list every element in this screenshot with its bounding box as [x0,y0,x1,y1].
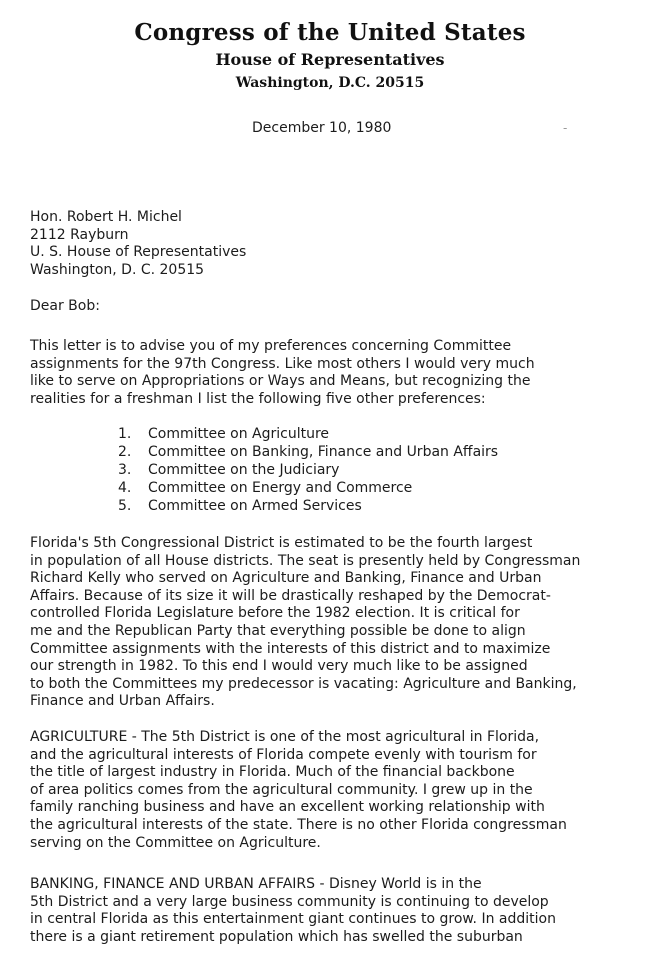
letterhead [0,18,660,94]
text-line: AGRICULTURE - The 5th District is one of the most agricultural in Florida, [30,729,540,745]
text-line: serving on the Committee on Agriculture. [30,834,321,851]
paragraph-district [30,535,646,711]
recipient-address [30,209,646,279]
list-text: Committee on Banking, Finance and Urban Affairs [148,444,499,460]
text-line: in central Florida as this entertainment giant continues to grow. In addition [30,911,556,928]
letterhead-house: House of Representatives [215,50,445,69]
list-item [118,479,498,497]
salutation: Dear Bob: [30,298,100,314]
letter-date: December 10, 1980 [252,120,392,136]
text-line: Finance and Urban Affairs. [30,693,215,710]
text-line: the agricultural interests of the state. There is no other Florida congressman [30,816,567,833]
text-line: our strength in 1982. To this end I would very much like to be assigned [30,658,528,675]
text-line: the title of largest industry in Florida. Much of the financial backbone [30,764,515,781]
list-number: 2. [118,444,132,460]
stray-mark: - [563,121,568,135]
list-text: Committee on Armed Services [148,498,362,514]
text-line: assignments for the 97th Congress. Like most others I would very much [30,355,535,372]
text-line: 5th District and a very large business community is continuing to develop [30,893,549,910]
list-item [118,497,498,515]
text-line: BANKING, FINANCE AND URBAN AFFAIRS - Disney World is in the [30,876,482,892]
list-item [118,461,498,479]
text-line: me and the Republican Party that everything possible be done to align [30,622,526,639]
text-line: there is a giant retirement population which has swelled the suburban [30,928,523,945]
list-item [118,443,498,461]
text-line: Florida's 5th Congressional District is estimated to be the fourth largest [30,535,533,551]
address-line: 2112 Rayburn [30,226,129,243]
address-line: Washington, D. C. 20515 [30,261,205,278]
paragraph-intro [30,338,646,408]
paragraph-agriculture [30,729,646,852]
text-line: Committee assignments with the interests of this district and to maximize [30,640,551,657]
preferences-list [118,425,498,515]
list-number: 1. [118,426,132,442]
list-text: Committee on the Judiciary [148,462,340,478]
list-number: 4. [118,480,132,496]
list-number: 5. [118,498,132,514]
list-item [118,425,498,443]
text-line: like to serve on Appropriations or Ways and Means, but recognizing the [30,373,531,390]
text-line: of area politics comes from the agricultural community. I grew up in the [30,781,533,798]
text-line: controlled Florida Legislature before the 1982 election. It is critical for [30,605,520,622]
paragraph-banking [30,876,646,946]
list-number: 3. [118,462,132,478]
address-line: Hon. Robert H. Michel [30,209,182,225]
text-line: and the agricultural interests of Florida compete evenly with tourism for [30,746,537,763]
text-line: Affairs. Because of its size it will be drastically reshaped by the Democrat- [30,587,551,604]
text-line: Richard Kelly who served on Agriculture and Banking, Finance and Urban [30,570,542,587]
list-text: Committee on Agriculture [148,426,330,442]
text-line: family ranching business and have an excellent working relationship with [30,799,545,816]
letterhead-address: Washington, D.C. 20515 [235,75,425,91]
text-line: to both the Committees my predecessor is vacating: Agriculture and Banking, [30,675,577,692]
list-text: Committee on Energy and Commerce [148,480,413,496]
text-line: This letter is to advise you of my preferences concerning Committee [30,338,512,354]
letterhead-congress: Congress of the United States [134,19,526,46]
text-line: in population of all House districts. The seat is presently held by Congressman [30,552,581,569]
address-line: U. S. House of Representatives [30,244,247,261]
text-line: realities for a freshman I list the following five other preferences: [30,390,486,407]
